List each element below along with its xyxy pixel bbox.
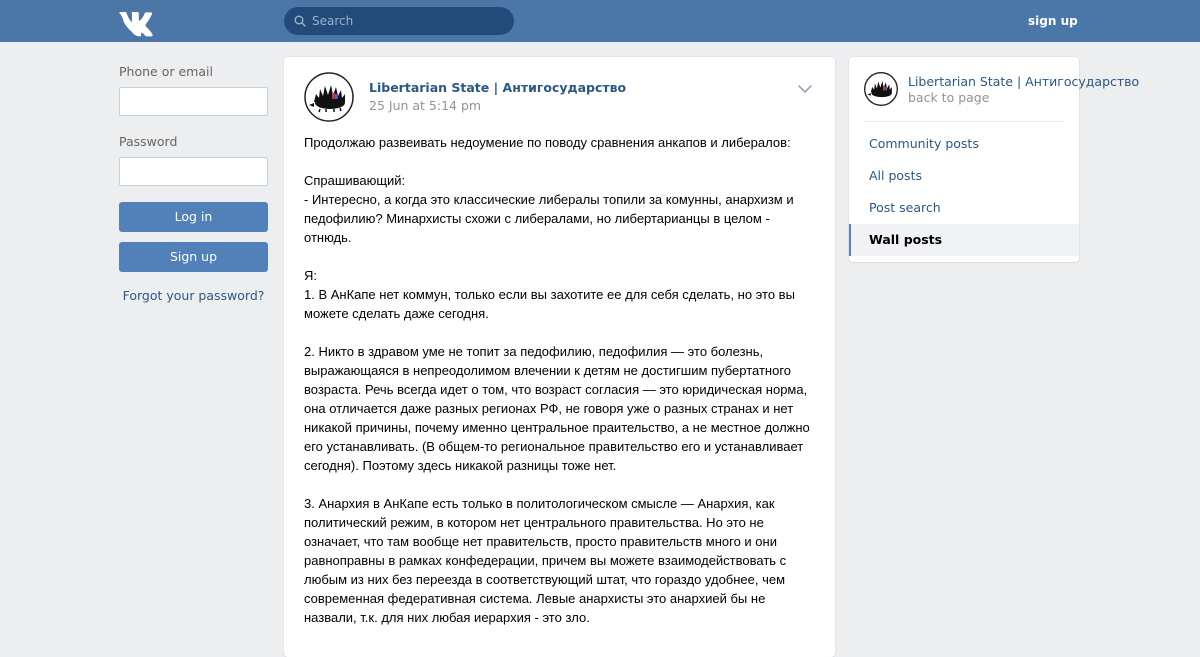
menu-item-all-posts[interactable]: All posts bbox=[869, 168, 922, 183]
search-icon bbox=[294, 15, 306, 27]
side-menu bbox=[849, 128, 1079, 256]
phone-email-field[interactable] bbox=[119, 87, 268, 116]
wall-post bbox=[284, 57, 835, 657]
signup-link[interactable]: sign up bbox=[1028, 14, 1078, 28]
login-form bbox=[119, 64, 268, 303]
divider bbox=[864, 121, 1064, 122]
post-date[interactable]: 25 Jun at 5:14 pm bbox=[369, 98, 482, 113]
post-text: Продолжаю развеивать недоумение по поводу сравнения анкапов и либералов: Спрашивающий: - Интересно, а когда это классические либералы топили за комунны, анархизм и педофилию? Минархисты схожи с либералами, но либертарианцы в целом - отнюдь. Я: 1. В АнКапе нет коммун, только если вы захотите ее для себя сделать, но это вы можете сделать даже сегодня. 2. Никто в здравом уме не топит за педофилию, педофилия — это болезнь, выражающаяся в непреодолимом влечении к детям не достигшим пубертатного возраста. Речь всегда идет о том, что возраст согласия — это юридическая норма, она отличается даже разных регионах РФ, не говоря уже о разных странах и нет никакой причины, почему именно центральное праительство, а не местное должно его устанавливать. (В общем-то региональное правительство его и устанавливает сегодня). Поэтому здесь никакой разницы тоже нет. 3. Анархия в АнКапе есть только в политологическом смысле — Анархия, как политический режим, в котором нет центрального правительства. Но это не означает, что там вообще нет правительств, просто правительств много и они равноправны в рамках конфедерации, причем вы можете взаимодействовать с любым из них без переезда в соответствующий штат, что гораздо удобнее, чем современная федеративная система. Левые анархисты это анархией бы не назвали, т.к. для них любая иерархия - это зло. bbox=[304, 135, 810, 625]
menu-item-post-search[interactable]: Post search bbox=[869, 200, 941, 215]
forgot-password-link[interactable]: Forgot your password? bbox=[122, 288, 265, 303]
login-button[interactable]: Log in bbox=[119, 202, 268, 232]
menu-item-wall-posts[interactable]: Wall posts bbox=[849, 224, 1079, 256]
post-author-link[interactable]: Libertarian State | Антигосударство bbox=[369, 80, 627, 95]
password-label: Password bbox=[119, 134, 178, 149]
top-bar bbox=[0, 0, 1200, 42]
signup-button[interactable]: Sign up bbox=[119, 242, 268, 272]
side-community-name[interactable]: Libertarian State | Антигосударство bbox=[908, 74, 1140, 89]
back-to-page-link[interactable]: back to page bbox=[908, 90, 990, 105]
password-field[interactable] bbox=[119, 157, 268, 186]
community-avatar-small[interactable] bbox=[864, 72, 898, 106]
side-panel bbox=[849, 57, 1140, 262]
community-avatar[interactable] bbox=[304, 72, 354, 122]
phone-label: Phone or email bbox=[119, 64, 213, 79]
chevron-down-icon[interactable] bbox=[796, 82, 814, 96]
search-input[interactable] bbox=[312, 7, 508, 35]
search-box[interactable] bbox=[284, 7, 514, 35]
vk-logo-icon[interactable] bbox=[118, 9, 154, 33]
menu-item-community-posts[interactable]: Community posts bbox=[869, 136, 979, 151]
